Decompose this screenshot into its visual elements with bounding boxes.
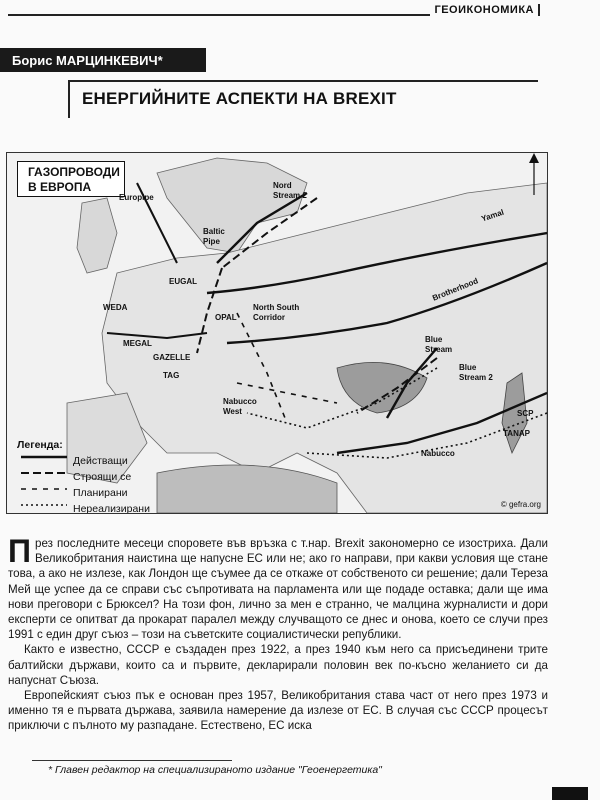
legend-item-planned — [17, 485, 150, 501]
label-gazelle: GAZELLE — [153, 353, 191, 362]
body-paragraph-2: Както е известно, СССР е създаден през 1922, а през 1940 към него са присъединени трите балтийски държави, които са и първите, декларирали половин век по-късно желанието си да напуснат Съюза. — [8, 643, 548, 687]
legend-title: Легенда: — [17, 439, 63, 451]
map-title-line1: ГАЗОПРОВОДИ — [28, 165, 120, 179]
legend-label: Действащи — [73, 455, 128, 467]
legend-label: Планирани — [73, 487, 128, 499]
author-box — [0, 48, 206, 72]
landmass-uk — [77, 198, 117, 273]
label-eugal: EUGAL — [169, 277, 197, 286]
label-blue-stream: Blue — [425, 335, 443, 344]
footnote-rule — [32, 760, 232, 761]
label-nabucco: Nabucco — [421, 449, 455, 458]
body-paragraph-1 — [8, 533, 548, 642]
label-tag: TAG — [163, 371, 180, 380]
article-body — [8, 533, 548, 734]
legend-item-unrealized — [17, 501, 150, 514]
map-credit: © gefra.org — [500, 500, 541, 509]
body-paragraph-3: Европейският съюз пък е основан през 1957, Великобритания става част от него през 1973 и именно тя е първата държава, заявила намерение да излезе от ЕС. В случая със СССР процесът приключи с пълното му разпадане. Естествено, ЕС иска — [8, 689, 548, 733]
label-opal: OPAL — [215, 313, 237, 322]
map-title-line2: В ЕВРОПА — [28, 180, 92, 194]
label-blue-stream-4: Stream 2 — [459, 373, 493, 382]
label-nord-stream: Nord — [273, 181, 292, 190]
label-scp: SCP — [517, 409, 534, 418]
footnote: * Главен редактор на специализираното издание "Геоенергетика" — [48, 764, 382, 776]
label-baltic: Baltic — [203, 227, 225, 236]
label-north-south: North South — [253, 303, 300, 312]
landmass-continent — [102, 183, 547, 513]
label-tanap: TANAP — [503, 429, 530, 438]
label-megal: MEGAL — [123, 339, 152, 348]
label-corridor: Corridor — [253, 313, 285, 322]
author-name: Борис МАРЦИНКЕВИЧ* — [12, 52, 163, 68]
label-blue-stream-3: Blue — [459, 363, 477, 372]
label-brotherhood: Brotherhood — [431, 276, 480, 303]
legend-item-active — [17, 453, 150, 469]
article-title: ЕНЕРГИЙНИТЕ АСПЕКТИ НА BREXIT — [82, 89, 397, 108]
title-rule-left — [68, 80, 70, 118]
legend-label: Нереализирани — [73, 503, 150, 514]
dropcap: П — [8, 533, 31, 569]
label-nabucco-west: Nabucco — [223, 397, 257, 406]
title-rule-top — [68, 80, 538, 82]
label-nord-stream-2: Stream 2 — [273, 191, 307, 200]
pipeline-map — [6, 152, 548, 514]
label-nabucco-west-2: West — [223, 407, 242, 416]
label-yamal: Yamal — [480, 207, 505, 224]
map-title-box — [17, 161, 125, 197]
legend-item-construction — [17, 469, 150, 485]
sea-mediterranean — [157, 465, 337, 513]
compass-arrow — [529, 153, 539, 163]
label-weda: WEDA — [103, 303, 128, 312]
label-blue-stream-2: Stream — [425, 345, 453, 354]
map-legend — [17, 437, 150, 514]
body-paragraph-1-text: рез последните месеци споровете във връзка с т.нар. Brexit закономерно се изострихa. Дали Великобритания наистина ще напусне ЕС или не; ако го направи, при какви условия ще стане това, а ако не излезе, как Лондон ще съумее да се откаже от собственото си решение; дали Тереза Мей ще успее да се справи със съпротивата на парламента или ще подаде оставка; дали ще има нови преговори с Брюксел? На този фон, лично за мен е странно, че малцина журналисти и дори експерти се опитват да прокарат паралел между случващото се днес и онова, което се случи през 1991 с един друг съюз – този на съветските социалистически републики. — [8, 537, 548, 642]
section-label: ГЕОИКОНОМИКА — [430, 4, 540, 16]
label-europipe: Europipe — [119, 193, 154, 202]
label-pipe: Pipe — [203, 237, 220, 246]
page-number-block — [552, 787, 588, 800]
legend-label: Строящи се — [73, 471, 132, 483]
